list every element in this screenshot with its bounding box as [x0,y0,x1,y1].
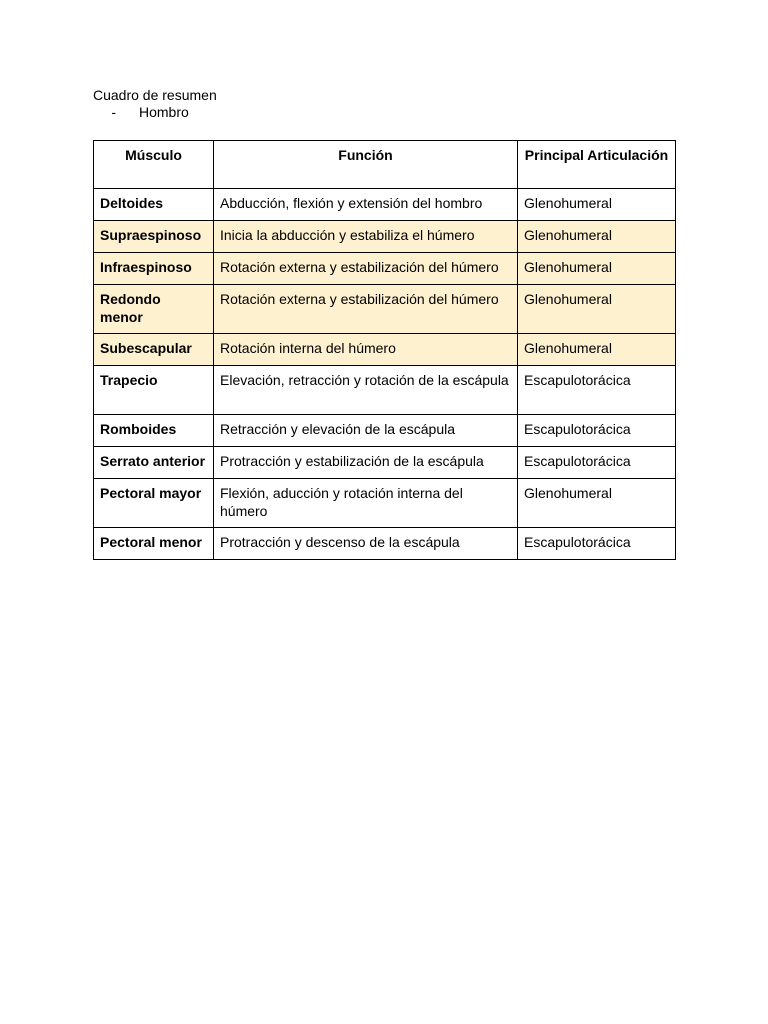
function-cell: Flexión, aducción y rotación interna del húmero [214,479,518,528]
table-row [94,479,676,528]
function-cell: Protracción y descenso de la escápula [214,528,518,560]
joint-cell: Glenohumeral [518,285,676,334]
header-muscle: Músculo [94,141,214,189]
joint-cell: Escapulotorácica [518,415,676,447]
table-row [94,334,676,366]
table-row [94,285,676,334]
joint-cell: Glenohumeral [518,189,676,221]
header-function: Función [214,141,518,189]
table-row [94,447,676,479]
table-row [94,253,676,285]
muscle-cell: Trapecio [94,366,214,415]
joint-cell: Glenohumeral [518,479,676,528]
table-row [94,415,676,447]
table-row [94,366,676,415]
muscle-cell: Supraespinoso [94,221,214,253]
function-cell: Inicia la abducción y estabiliza el húmero [214,221,518,253]
function-cell: Retracción y elevación de la escápula [214,415,518,447]
muscle-cell: Deltoides [94,189,214,221]
muscle-cell: Subescapular [94,334,214,366]
bullet-list-item [93,104,189,121]
function-cell: Rotación externa y estabilización del húmero [214,285,518,334]
function-cell: Rotación externa y estabilización del húmero [214,253,518,285]
joint-cell: Glenohumeral [518,334,676,366]
document-title: Cuadro de resumen [93,87,217,103]
table-row [94,189,676,221]
list-item-text: Hombro [139,104,189,120]
muscle-cell: Redondo menor [94,285,214,334]
muscle-cell: Romboides [94,415,214,447]
function-cell: Abducción, flexión y extensión del hombro [214,189,518,221]
function-cell: Rotación interna del húmero [214,334,518,366]
muscle-cell: Infraespinoso [94,253,214,285]
summary-table [93,140,676,560]
function-cell: Elevación, retracción y rotación de la escápula [214,366,518,415]
function-cell: Protracción y estabilización de la escápula [214,447,518,479]
table-header-row [94,141,676,189]
muscle-cell: Pectoral mayor [94,479,214,528]
list-bullet: - [111,104,116,120]
joint-cell: Escapulotorácica [518,528,676,560]
joint-cell: Glenohumeral [518,221,676,253]
muscle-cell: Pectoral menor [94,528,214,560]
joint-cell: Glenohumeral [518,253,676,285]
table-row [94,528,676,560]
joint-cell: Escapulotorácica [518,447,676,479]
table-row [94,221,676,253]
muscle-cell: Serrato anterior [94,447,214,479]
joint-cell: Escapulotorácica [518,366,676,415]
header-joint: Principal Articulación [518,141,676,189]
